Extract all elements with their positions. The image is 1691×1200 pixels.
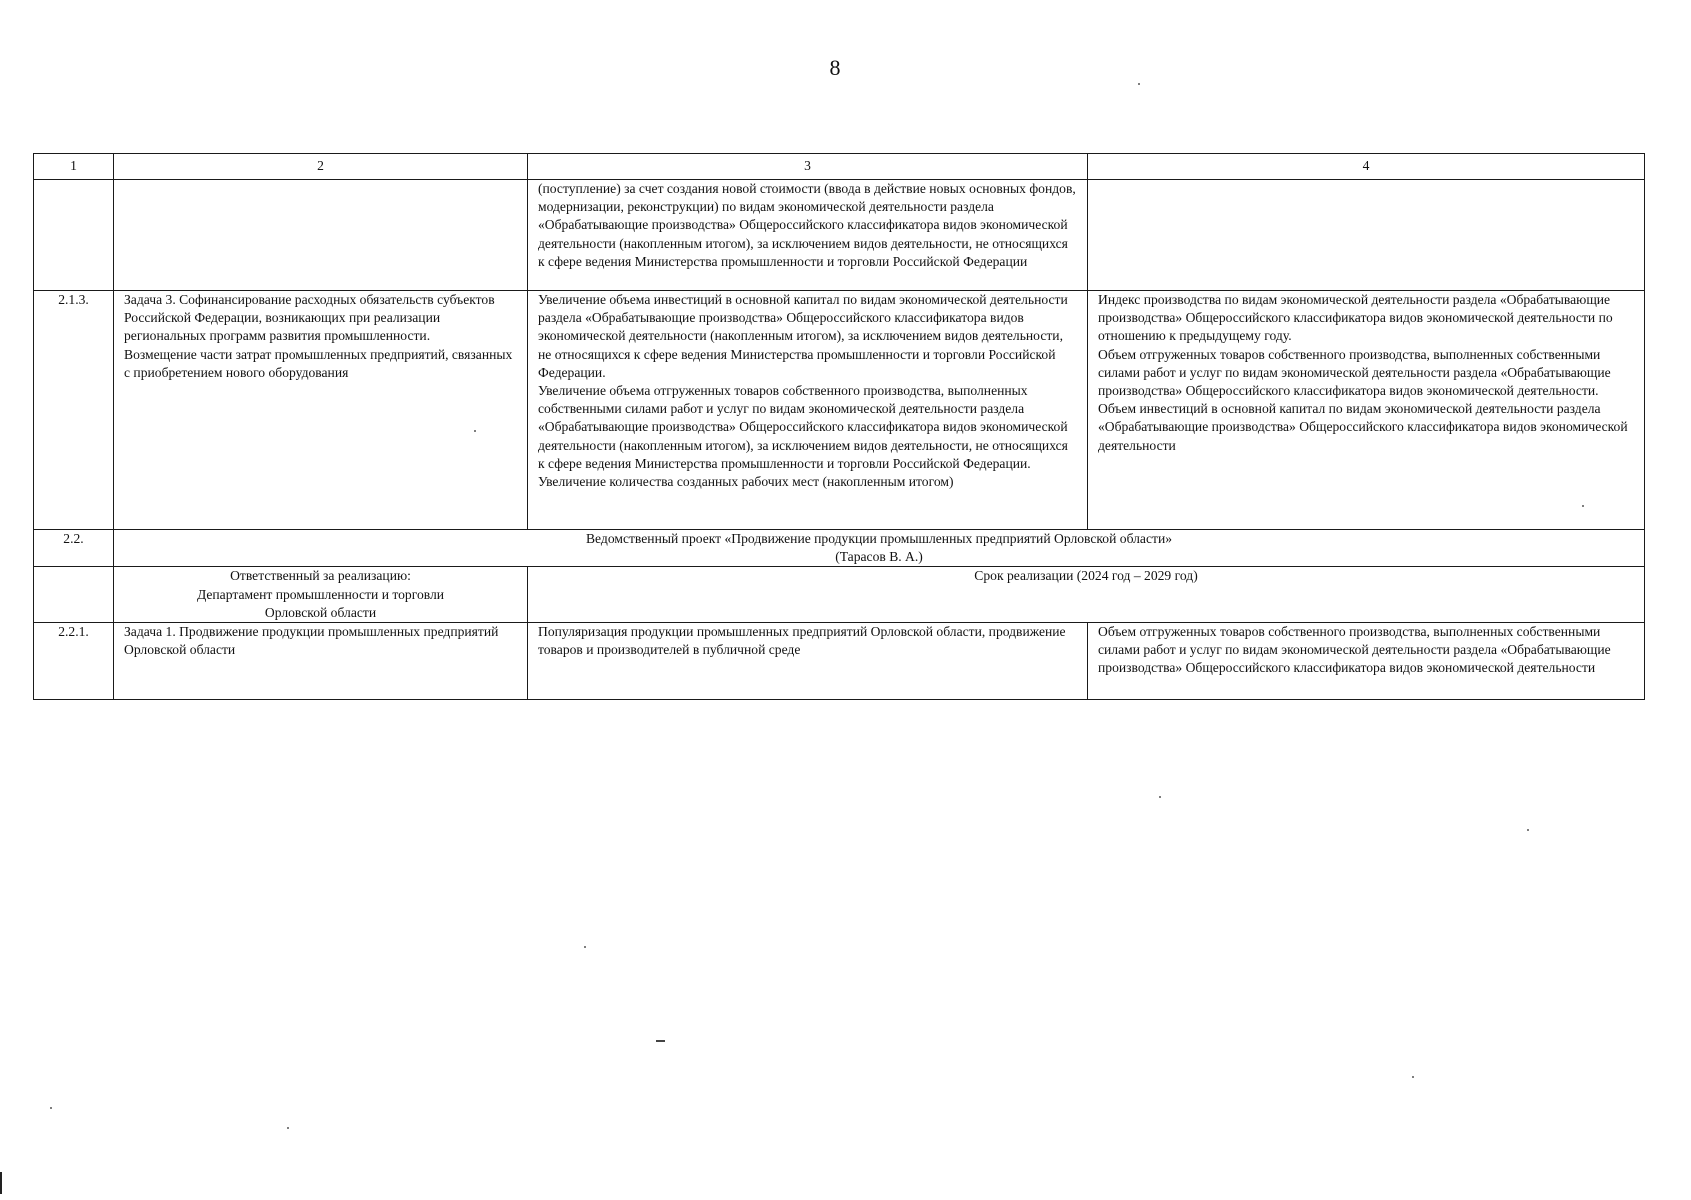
header-cell-2: 2 bbox=[114, 154, 528, 180]
program-table bbox=[33, 153, 1645, 700]
task-cell: Задача 1. Продвижение продукции промышленных предприятий Орловской области bbox=[114, 623, 528, 700]
project-meta-row bbox=[34, 567, 1645, 623]
header-cell-3: 3 bbox=[528, 154, 1088, 180]
indicators-cell bbox=[1088, 180, 1645, 291]
indicators-cell: Объем отгруженных товаров собственного производства, выполненных собственными силами работ и услуг по видам экономической деятельности раздела «Обрабатывающие производства» Общероссийского классификатора видов экономической деятельности bbox=[1088, 623, 1645, 700]
scan-speck bbox=[1527, 829, 1529, 831]
header-cell-1: 1 bbox=[34, 154, 114, 180]
scan-speck bbox=[474, 430, 476, 432]
project-title-cell: Ведомственный проект «Продвижение продукции промышленных предприятий Орловской области» (Тарасов В. А.) bbox=[114, 530, 1645, 567]
indicators-cell: Индекс производства по видам экономической деятельности раздела «Обрабатывающие производства» Общероссийского классификатора видов экономической деятельности по отношению к предыдущему году. Объем отгруженных товаров собственного производства, выполненных собственными силами работ и услуг по видам экономической деятельности раздела «Обрабатывающие производства» Общероссийского классификатора видов экономической деятельности. Объем инвестиций в основной капитал по видам экономической деятельности раздела «Обрабатывающие производства» Общероссийского классификатора видов экономической деятельности bbox=[1088, 291, 1645, 530]
empty-number-cell bbox=[34, 567, 114, 623]
scan-speck bbox=[1582, 505, 1584, 507]
scan-mark bbox=[656, 1040, 665, 1042]
period-cell: Срок реализации (2024 год – 2029 год) bbox=[528, 567, 1645, 623]
results-cell: (поступление) за счет создания новой стоимости (ввода в действие новых основных фондов, модернизации, реконструкции) по видам экономической деятельности раздела «Обрабатывающие производства» Общероссийского классификатора видов экономической деятельности (накопленным итогом), за исключением видов деятельности, не относящихся к сфере ведения Министерства промышленности и торговли Российской Федерации bbox=[528, 180, 1088, 291]
scan-speck bbox=[1412, 1076, 1414, 1078]
scan-speck bbox=[584, 946, 586, 948]
table-row bbox=[34, 180, 1645, 291]
row-number bbox=[34, 180, 114, 291]
results-cell: Увеличение объема инвестиций в основной капитал по видам экономической деятельности раздела «Обрабатывающие производства» Общероссийского классификатора видов экономической деятельности (накопленным итогом), за исключением видов деятельности, не относящихся к сфере ведения Министерства промышленности и торговли Российской Федерации. Увеличение объема отгруженных товаров собственного производства, выполненных собственными силами работ и услуг по видам экономической деятельности раздела «Обрабатывающие производства» Общероссийского классификатора видов экономической деятельности (накопленным итогом), за исключением видов деятельности, не относящихся к сфере ведения Министерства промышленности и торговли Российской Федерации. Увеличение количества созданных рабочих мест (накопленным итогом) bbox=[528, 291, 1088, 530]
table-header-row bbox=[34, 154, 1645, 180]
scan-speck bbox=[287, 1127, 289, 1129]
table-row bbox=[34, 623, 1645, 700]
row-number: 2.2. bbox=[34, 530, 114, 567]
row-number: 2.2.1. bbox=[34, 623, 114, 700]
scan-speck bbox=[1138, 83, 1140, 85]
header-cell-4: 4 bbox=[1088, 154, 1645, 180]
responsible-cell: Ответственный за реализацию: Департамент промышленности и торговли Орловской области bbox=[114, 567, 528, 623]
row-number: 2.1.3. bbox=[34, 291, 114, 530]
results-cell: Популяризация продукции промышленных предприятий Орловской области, продвижение товаров и производителей в публичной среде bbox=[528, 623, 1088, 700]
page-number: 8 bbox=[829, 55, 841, 80]
project-row bbox=[34, 530, 1645, 567]
task-cell: Задача 3. Софинансирование расходных обязательств субъектов Российской Федерации, возникающих при реализации региональных программ развития промышленности. Возмещение части затрат промышленных предприятий, связанных с приобретением нового оборудования bbox=[114, 291, 528, 530]
scan-edge-mark bbox=[0, 1172, 2, 1194]
scan-speck bbox=[50, 1107, 52, 1109]
task-cell bbox=[114, 180, 528, 291]
table-row bbox=[34, 291, 1645, 530]
scan-speck bbox=[1159, 796, 1161, 798]
